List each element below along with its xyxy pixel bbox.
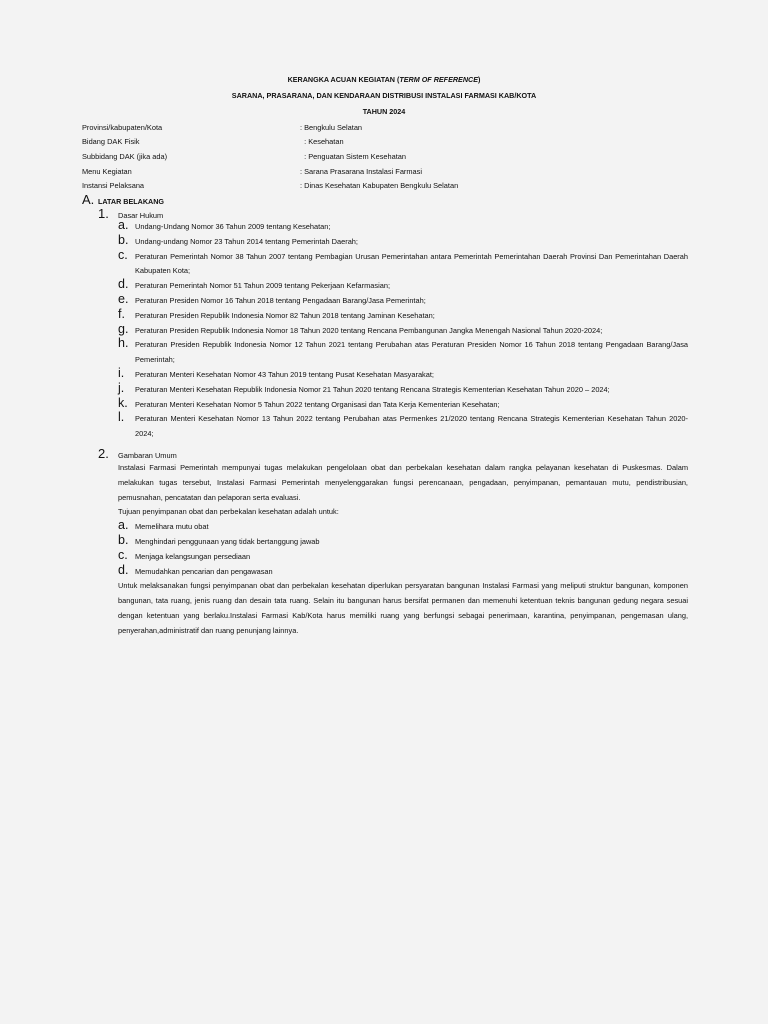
paragraph: Untuk melaksanakan fungsi penyimpanan obat dan perbekalan kesehatan diperlukan persyaratan bangunan Instalasi Farmasi yang meliputi struktur bangunan, komponen bangunan, tata ruang, jenis ruang dan desain tata ruang. Selain itu bangunan harus bersifat permanen dan memenuhi ketentuan teknis bangunan gedung negara sesuai dengan ketentuan yang berlaku.Instalasi Farmasi Kab/Kota harus memiliki ruang yang berfungsi sebagai penerimaan, karantina, penyimpanan, pengemasan ulang, penyerahan,administratif dan ruang penunjang lainnya. — [118, 581, 688, 635]
item-text: Undang-Undang Nomor 36 Tahun 2009 tentang Kesehatan; — [135, 222, 331, 231]
list-item — [118, 321, 688, 339]
meta-value: : Sarana Prasarana Instalasi Farmasi — [300, 166, 422, 176]
paragraph: Tujuan penyimpanan obat dan perbekalan kesehatan adalah untuk: — [118, 507, 339, 517]
document-title — [0, 73, 768, 121]
list-item — [118, 232, 688, 250]
point-number: 1. — [98, 206, 109, 221]
list-item — [118, 520, 688, 535]
point-heading — [98, 446, 688, 460]
item-text: Peraturan Presiden Republik Indonesia Nomor 82 Tahun 2018 tentang Jaminan Kesehatan; — [135, 310, 435, 320]
item-text: Peraturan Menteri Kesehatan Republik Indonesia Nomor 21 Tahun 2020 tentang Rencana Strategis Kementerian Kesehatan Tahun 2020 – 2024; — [135, 384, 610, 394]
item-text: Peraturan Presiden Republik Indonesia Nomor 18 Tahun 2020 tentang Rencana Pembangunan Jangka Menengah Nasional Tahun 2020-2024; — [135, 325, 603, 335]
item-marker: b. — [118, 232, 129, 247]
item-text: Peraturan Presiden Nomor 16 Tahun 2018 tentang Pengadaan Barang/Jasa Pemerintah; — [135, 295, 426, 305]
item-text: Peraturan Menteri Kesehatan Nomor 5 Tahun 2022 tentang Organisasi dan Tata Kerja Kementerian Kesehatan; — [135, 399, 500, 409]
item-text: Peraturan Menteri Kesehatan Nomor 43 Tahun 2019 tentang Pusat Kesehatan Masyarakat; — [135, 369, 434, 379]
meta-key: Bidang DAK Fisik — [82, 137, 140, 147]
meta-row — [82, 150, 682, 165]
point-heading — [98, 206, 688, 220]
item-marker: a. — [118, 218, 129, 232]
item-marker: k. — [118, 395, 128, 410]
list-item — [118, 279, 688, 294]
item-text: Memudahkan pencarian dan pengawasan — [135, 566, 273, 576]
section-letter: A. — [82, 192, 95, 207]
list-item — [118, 306, 688, 324]
item-marker: b. — [118, 532, 129, 547]
title-line-3: TAHUN 2024 — [362, 107, 406, 116]
meta-value: : Bengkulu Selatan — [300, 122, 363, 132]
item-marker: a. — [118, 518, 129, 533]
meta-value: : Dinas Kesehatan Kabupaten Bengkulu Selatan — [300, 181, 459, 191]
list-item — [118, 532, 688, 550]
meta-key: Instansi Pelaksana — [82, 181, 145, 191]
list-item — [118, 220, 688, 235]
list-item — [118, 562, 688, 580]
item-text: Peraturan Presiden Republik Indonesia Nomor 12 Tahun 2021 tentang Perubahan atas Peraturan Presiden Nomor 16 Tahun 2018 tentang Pengadaan Barang/Jasa Pemerintah; — [135, 340, 688, 365]
title-prefix: KERANGKA ACUAN KEGIATAN ( — [287, 75, 400, 84]
item-text: Peraturan Pemerintah Nomor 51 Tahun 2009 tentang Pekerjaan Kefarmasian; — [135, 281, 390, 291]
meta-key: Menu Kegiatan — [82, 166, 132, 176]
item-marker: c. — [118, 547, 128, 562]
document-body — [82, 192, 688, 639]
title-italic: TERM OF REFERENCE — [399, 75, 479, 84]
item-marker: h. — [118, 336, 129, 351]
meta-value: : Penguatan Sistem Kesehatan — [300, 152, 407, 162]
item-marker: f. — [118, 306, 125, 321]
item-text: Peraturan Pemerintah Nomor 38 Tahun 2007 tentang Pembagian Urusan Pemerintahan antara Pemerintah Pemerintahan Daerah Provinsi Dan Pemerintahan Daerah Kabupaten Kota; — [135, 251, 688, 276]
item-marker: j. — [118, 380, 125, 395]
item-text: Memelihara mutu obat — [135, 522, 209, 532]
list-item — [118, 338, 688, 368]
title-line-2: SARANA, PRASARANA, DAN KENDARAAN DISTRIBUSI INSTALASI FARMASI KAB/KOTA — [231, 91, 537, 100]
meta-row — [82, 136, 682, 151]
item-text: Undang-undang Nomor 23 Tahun 2014 tentang Pemerintah Daerah; — [135, 236, 358, 246]
list-item — [118, 247, 688, 280]
section-heading — [82, 192, 688, 206]
meta-value: : Kesehatan — [300, 137, 344, 147]
list-item — [118, 365, 688, 383]
item-marker: e. — [118, 291, 129, 306]
list-item — [118, 380, 688, 398]
title-line-1 — [0, 73, 768, 89]
item-marker: d. — [118, 562, 129, 577]
point-title: Dasar Hukum — [118, 211, 164, 220]
item-marker: g. — [118, 321, 129, 336]
meta-row — [82, 121, 682, 136]
legal-basis-list — [118, 220, 688, 442]
title-suffix: ) — [478, 75, 481, 84]
point-number: 2. — [98, 445, 109, 461]
item-marker: l. — [118, 410, 125, 425]
point-title: Gambaran Umum — [118, 450, 177, 460]
meta-table — [82, 121, 682, 194]
storage-purpose-list — [118, 520, 688, 579]
list-item — [118, 547, 688, 565]
item-text: Peraturan Menteri Kesehatan Nomor 13 Tahun 2022 tentang Perubahan atas Permenkes 21/2020 tentang Rencana Strategis Kementerian Kesehatan Tahun 2020-2024; — [135, 414, 688, 439]
meta-row — [82, 165, 682, 180]
section-title: LATAR BELAKANG — [98, 197, 165, 206]
meta-key: Provinsi/kabupaten/Kota — [82, 122, 163, 132]
list-item — [118, 412, 688, 442]
item-text: Menjaga kelangsungan persediaan — [135, 551, 251, 561]
list-item — [118, 291, 688, 309]
item-text: Menghindari penggunaan yang tidak bertanggung jawab — [135, 536, 320, 546]
item-marker: c. — [118, 247, 128, 262]
meta-key: Subbidang DAK (jika ada) — [82, 152, 168, 162]
item-marker: d. — [118, 277, 129, 292]
list-item — [118, 395, 688, 413]
item-marker: i. — [118, 365, 125, 380]
paragraph: Instalasi Farmasi Pemerintah mempunyai tugas melakukan pengelolaan obat dan perbekalan kesehatan dalam rangka pelayanan kesehatan di Puskesmas. Dalam melakukan tugas tersebut, Instalasi Farmasi Pemerintah menyelenggarakan fungsi perencanaan, pengadaan, penyimpanan, pemantauan mutu, pendistribusian, pemusnahan, pencatatan dan pelaporan serta evaluasi. — [118, 462, 688, 502]
